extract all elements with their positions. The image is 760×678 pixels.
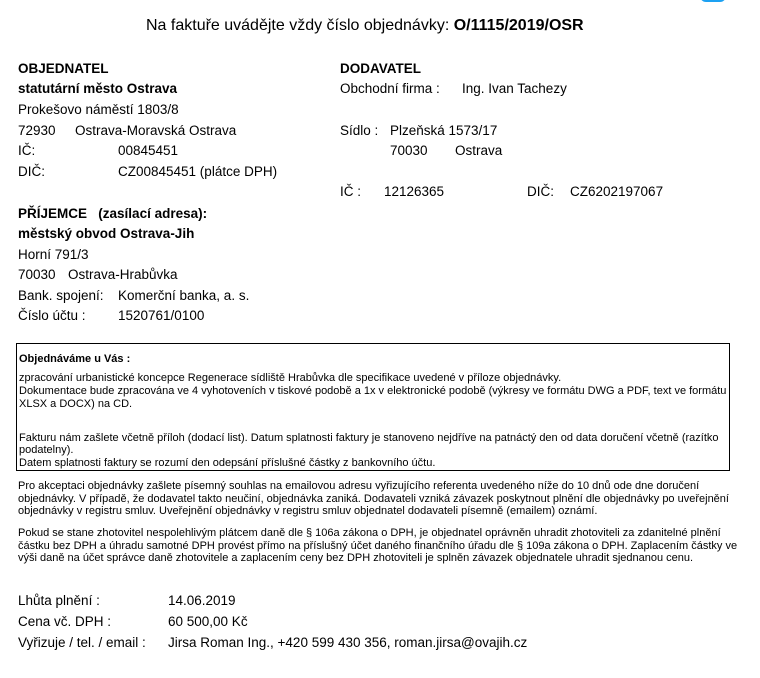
dodavatel-dic-value: CZ6202197067 [570,184,664,199]
deadline-label: Lhůta plnění : [18,593,100,608]
dodavatel-sidlo-label: Sídlo : [340,123,379,138]
order-box-title: Objednáváme u Vás : [19,353,131,365]
dodavatel-dic-label: DIČ: [527,184,554,199]
terms-p1-line2: objednávky. V případě, že dodavatel takto neučiní, objednávka zaniká. Dodavateli vzniká závazek poskytnout plnění dle objednávky po uveřejnění [18,493,729,505]
account-label: Číslo účtu : [18,308,86,323]
bank-value: Komerční banka, a. s. [118,288,250,303]
terms-p2-line2: částku bez DPH a úhradu samotné DPH provést přímo na příslušný účet daného finančního úřadu dle § 109a zákona o DPH. Zaplacením částky ve [18,540,738,552]
dodavatel-firm-value: Ing. Ivan Tachezy [462,81,567,96]
invoice-notice-text: Na faktuře uvádějte vždy číslo objednávky: [146,17,450,34]
prijemce-heading-note: (zasílací adresa): [98,206,208,221]
contact-value: Jirsa Roman Ing., +420 599 430 356, roman.jirsa@ovajih.cz [168,635,528,650]
contact-label: Vyřizuje / tel. / email : [18,635,146,650]
prijemce-street: Horní 791/3 [18,247,89,262]
objednatel-name: statutární město Ostrava [18,81,178,96]
order-number: O/1115/2019/OSR [453,17,584,34]
order-line-1: zpracování urbanistické koncepce Regenerace sídliště Hrabůvka dle specifikace uvedené v příloze objednávky. [19,372,562,384]
order-line-2: Dokumentace bude zpracována ve 4 vyhotoveních v tiskové podobě a 1x v elektronické podobě (výkresy ve formátu DWG a PDF, text ve formátu [19,385,727,397]
dodavatel-street: Plzeňská 1573/17 [390,123,498,138]
prijemce-zip: 70030 [18,267,56,282]
objednatel-street: Prokešovo náměstí 1803/8 [18,102,179,117]
dodavatel-city: Ostrava [455,143,503,158]
terms-p2-line1: Pokud se stane zhotovitel nespolehlivým plátcem daně dle § 106a zákona o DPH, je objednatel oprávněn uhradit zhotoviteli za zdanitelné plnění [18,527,721,539]
dodavatel-heading: DODAVATEL [340,61,421,76]
terms-p1-line3: objednávky v registru smluv. Uveřejnění objednávky v registru smluv objednatel dodavateli písemně (emailem) oznámí. [18,505,598,517]
logo-fragment [700,0,726,2]
invoice-notice [146,17,584,35]
dodavatel-firm-label: Obchodní firma : [340,81,440,96]
objednatel-ic-label: IČ: [18,143,36,158]
terms-p1-line1: Pro akceptaci objednávky zašlete písemný souhlas na emailovou adresu vyřizujícího referenta uvedeného níže do 10 dnů ode dne doručení [18,480,700,492]
prijemce-heading-row [18,206,207,221]
prijemce-heading: PŘÍJEMCE [18,206,88,221]
order-line-5: podatelny). [19,444,74,456]
objednatel-city: Ostrava-Moravská Ostrava [75,123,237,138]
objednatel-dic-value: CZ00845451 (plátce DPH) [118,164,278,179]
prijemce-name: městský obvod Ostrava-Jih [18,226,195,241]
order-line-6: Datem splatnosti faktury se rozumí den odepsání příslušné částky z bankovního účtu. [19,457,436,469]
objednatel-dic-label: DIČ: [18,164,45,179]
objednatel-zip: 72930 [18,123,56,138]
price-value: 60 500,00 Kč [168,614,248,629]
objednatel-heading: OBJEDNATEL [18,61,109,76]
account-value: 1520761/0100 [118,308,205,323]
order-line-4: Fakturu nám zašlete včetně příloh (dodací list). Datum splatnosti faktury je stanoveno nejdříve na patnáctý den od data doručení včetně (razítko [19,432,719,444]
dodavatel-zip: 70030 [390,143,428,158]
order-line-3: XLSX a DOCX) na CD. [19,398,133,410]
price-label: Cena vč. DPH : [18,614,112,629]
bank-label: Bank. spojení: [18,288,104,303]
terms-p2-line3: výši daně na účet správce daně zhotovitele a zaplacením ceny bez DPH zhotoviteli je splněn závazek objednatele uhradit sjednanou cenu. [18,552,694,564]
prijemce-city: Ostrava-Hrabůvka [68,267,178,282]
dodavatel-ic-label: IČ : [340,184,362,199]
dodavatel-ic-value: 12126365 [384,184,445,199]
deadline-value: 14.06.2019 [168,593,236,608]
objednatel-ic-value: 00845451 [118,143,179,158]
